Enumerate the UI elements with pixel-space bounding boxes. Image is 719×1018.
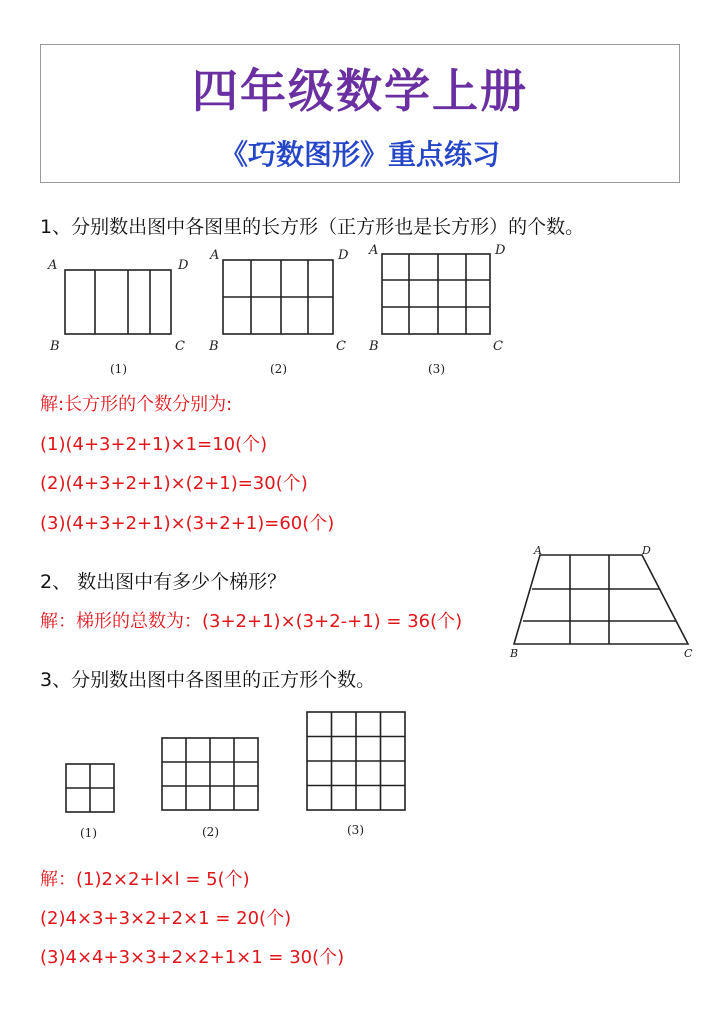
q1-fig3-number: (3) (428, 362, 445, 376)
q1-fig1-label-c: C (175, 339, 185, 354)
q1-answer-1: (1)(4+3+2+1)×1=10(个) (40, 434, 268, 455)
q1-fig1-label-a: A (48, 258, 58, 273)
q2-label-c: C (684, 647, 693, 660)
q2-answer: 解：梯形的总数为：(3+2+1)×(3+2-+1) = 36(个) (40, 611, 463, 632)
q3-figure-2 (158, 734, 264, 844)
question-1: 1、分别数出图中各图里的长方形（正方形也是长方形）的个数。 (40, 216, 585, 238)
q3-answer-1: 解：(1)2×2+l×l = 5(个) (40, 869, 250, 890)
q1-fig3-label-c: C (493, 339, 503, 354)
q1-fig3-outer (382, 254, 490, 334)
q1-answer-3: (3)(4+3+2+1)×(3+2+1)=60(个) (40, 513, 335, 534)
q1-fig1-label-b: B (50, 339, 60, 354)
q1-fig3-label-d: D (495, 243, 506, 258)
q3-fig1-number: (1) (80, 826, 97, 840)
q1-answer-intro: 解:长方形的个数分别为: (40, 394, 233, 415)
question-3: 3、分别数出图中各图里的正方形个数。 (40, 669, 376, 691)
q1-figure-3 (366, 242, 516, 380)
q1-figure-1 (44, 255, 194, 380)
q2-trapezoid-figure (508, 543, 703, 663)
q2-label-d: D (642, 544, 651, 557)
q3-answer-3: (3)4×4+3×3+2×2+1×1 = 30(个) (40, 947, 345, 968)
page-subtitle: 《巧数图形》重点练习 (219, 138, 500, 171)
question-2: 2、 数出图中有多少个梯形？ (40, 571, 287, 593)
title-box (40, 44, 680, 183)
q2-label-a: A (534, 544, 542, 557)
q1-fig2-label-b: B (209, 339, 219, 354)
q1-answer-2: (2)(4+3+2+1)×(2+1)=30(个) (40, 473, 308, 494)
q2-trapezoid-outer (514, 555, 688, 644)
q3-figure-3 (303, 708, 411, 844)
q3-answer-2: (2)4×3+3×2+2×1 = 20(个) (40, 908, 292, 929)
page-title: 四年级数学上册 (192, 64, 528, 118)
q2-label-b: B (510, 647, 519, 660)
q1-fig1-label-d: D (178, 258, 189, 273)
q3-figure-1 (62, 760, 122, 842)
q1-fig3-label-b: B (369, 339, 379, 354)
q1-fig2-label-d: D (338, 248, 349, 263)
q1-fig3-label-a: A (369, 243, 379, 258)
q1-fig1-outer (65, 270, 171, 334)
q1-figure-2 (205, 248, 355, 380)
q1-fig2-number: (2) (270, 362, 287, 376)
q1-fig1-number: (1) (110, 362, 127, 376)
q1-fig2-label-c: C (336, 339, 346, 354)
q3-fig2-number: (2) (202, 825, 219, 839)
q3-fig3-number: (3) (347, 823, 364, 837)
q1-fig2-label-a: A (210, 248, 220, 263)
